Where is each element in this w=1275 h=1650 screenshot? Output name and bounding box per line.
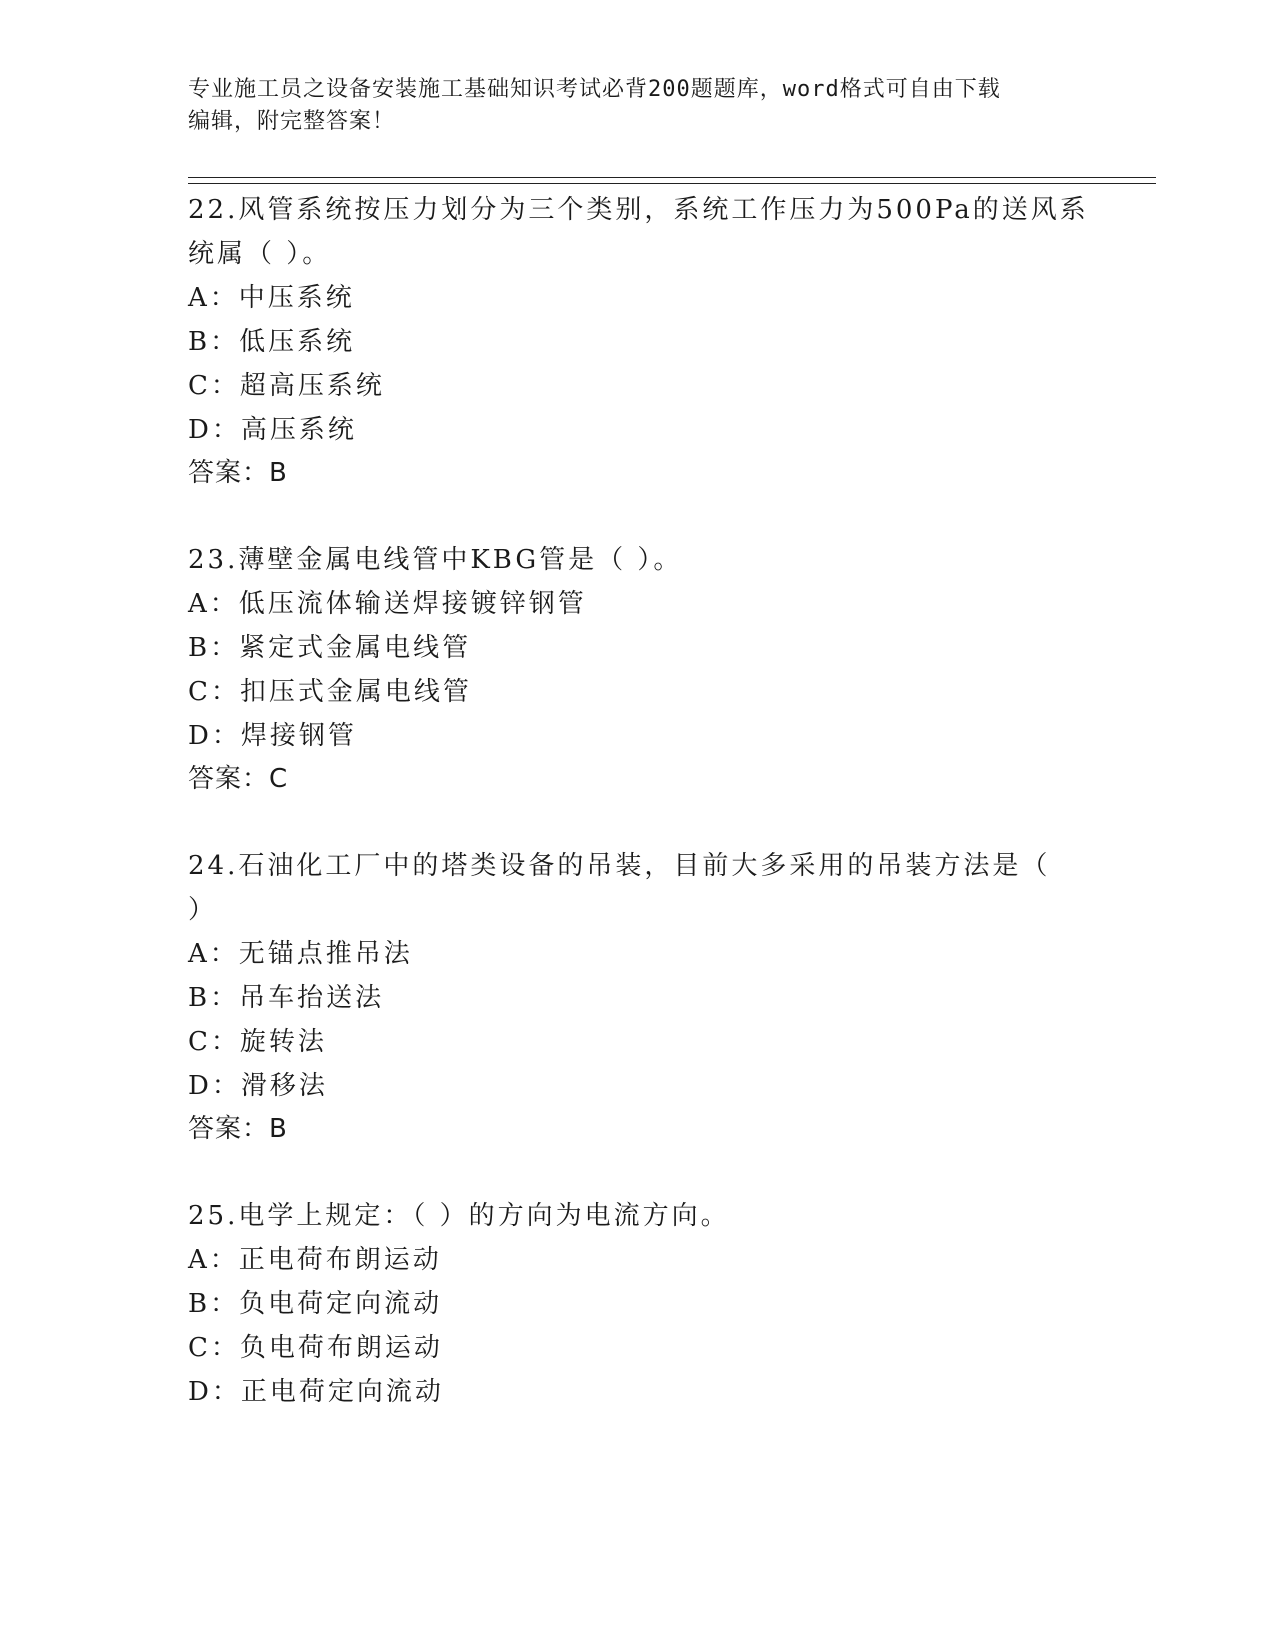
question-24-option-c: C：旋转法 — [188, 1027, 327, 1057]
question-22-stem-line-2: 统属（ ）。 — [188, 239, 332, 269]
question-22-option-c: C：超高压系统 — [188, 371, 385, 401]
question-24-option-a: A：无锚点推吊法 — [188, 939, 413, 969]
header-divider-bottom — [188, 183, 1156, 184]
question-22-option-a: A：中压系统 — [188, 283, 355, 313]
question-25-option-b: B：负电荷定向流动 — [188, 1289, 443, 1319]
header-divider-top — [188, 177, 1156, 178]
question-25-option-c: C：负电荷布朗运动 — [188, 1333, 443, 1363]
question-22-stem-line-1: 22.风管系统按压力划分为三个类别，系统工作压力为500Pa的送风系 — [188, 195, 1089, 225]
question-24-option-b: B：吊车抬送法 — [188, 983, 385, 1013]
question-24-stem-line-1: 24.石油化工厂中的塔类设备的吊装，目前大多采用的吊装方法是（ — [188, 851, 1051, 881]
question-22-answer: 答案：B — [188, 458, 288, 488]
question-25-stem-line-1: 25.电学上规定：（ ）的方向为电流方向。 — [188, 1201, 730, 1231]
question-23-stem-line-1: 23.薄壁金属电线管中KBG管是（ ）。 — [188, 545, 683, 575]
question-25-option-d: D：正电荷定向流动 — [188, 1377, 444, 1407]
question-23-option-b: B：紧定式金属电线管 — [188, 633, 472, 663]
header-line-1: 专业施工员之设备安装施工基础知识考试必背200题题库，word格式可自由下载 — [188, 77, 1001, 102]
question-24-stem-line-2: ） — [188, 895, 218, 925]
question-22-option-d: D：高压系统 — [188, 415, 357, 445]
question-22-option-b: B：低压系统 — [188, 327, 356, 357]
header-line-2: 编辑，附完整答案！ — [188, 109, 396, 134]
question-24-answer: 答案：B — [188, 1114, 288, 1144]
question-23-option-c: C：扣压式金属电线管 — [188, 677, 472, 707]
question-23-answer: 答案：C — [188, 764, 289, 794]
question-25-option-a: A：正电荷布朗运动 — [188, 1245, 442, 1275]
question-24-option-d: D：滑移法 — [188, 1071, 328, 1101]
question-23-option-d: D：焊接钢管 — [188, 721, 357, 751]
question-23-option-a: A：低压流体输送焊接镀锌钢管 — [188, 589, 587, 619]
document-header — [188, 74, 1088, 138]
